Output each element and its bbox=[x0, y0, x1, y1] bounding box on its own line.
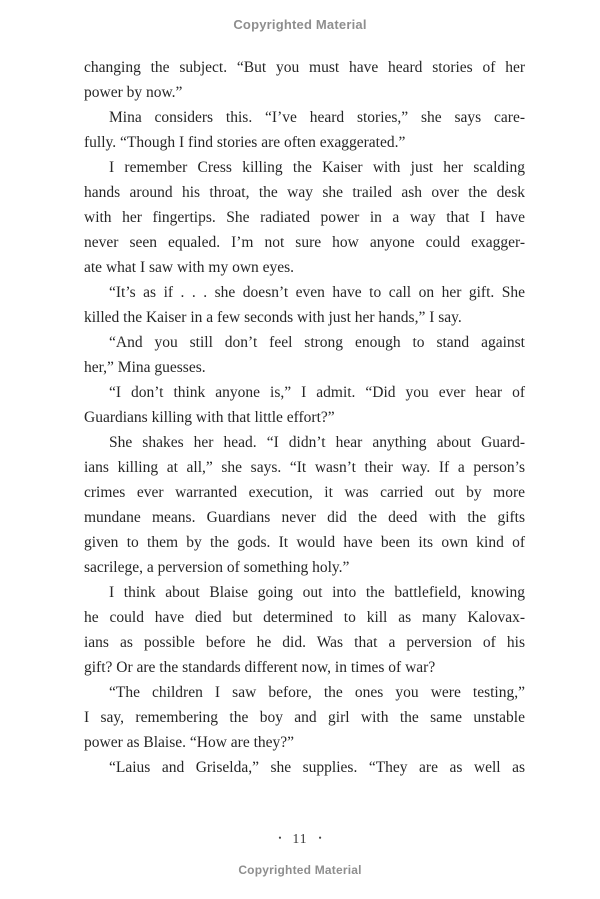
text-line: power as Blaise. “How are they?” bbox=[84, 734, 295, 751]
text-line: given to them by the gods. It would have been its own kind of bbox=[84, 534, 525, 551]
text-line: “I don’t think anyone is,” I admit. “Did you ever hear of bbox=[109, 384, 525, 401]
text-line: I think about Blaise going out into the battlefield, knowing bbox=[109, 584, 525, 601]
text-line: I say, remembering the boy and girl with the same unstable bbox=[84, 709, 525, 726]
page-number-dot-left: • bbox=[278, 833, 282, 843]
text-line: her,” Mina guesses. bbox=[84, 359, 206, 376]
page-number-dot-right: • bbox=[318, 833, 322, 843]
page-number: 11 bbox=[292, 831, 308, 846]
text-line: mundane means. Guardians never did the deed with the gifts bbox=[84, 509, 525, 526]
text-line: he could have died but determined to kill as many Kalovax- bbox=[84, 609, 525, 626]
text-line: hands around his throat, the way she trailed ash over the desk bbox=[84, 184, 525, 201]
text-line: never seen equaled. I’m not sure how anyone could exagger- bbox=[84, 234, 525, 251]
text-line: power by now.” bbox=[84, 84, 183, 101]
text-line: “The children I saw before, the ones you were testing,” bbox=[109, 684, 525, 701]
text-line: She shakes her head. “I didn’t hear anything about Guard- bbox=[109, 434, 525, 451]
text-line: with her fingertips. She radiated power in a way that I have bbox=[84, 209, 525, 226]
text-line: ians as possible before he did. Was that a perversion of his bbox=[84, 634, 525, 651]
text-line: ate what I saw with my own eyes. bbox=[84, 259, 295, 276]
page-text bbox=[84, 55, 525, 780]
text-line: “Laius and Griselda,” she supplies. “They are as well as bbox=[109, 759, 525, 776]
page-number-row bbox=[0, 830, 600, 847]
text-line: crimes ever warranted execution, it was carried out by more bbox=[84, 484, 525, 501]
text-line: “It’s as if . . . she doesn’t even have to call on her gift. She bbox=[109, 284, 525, 301]
copyright-notice-bottom: Copyrighted Material bbox=[238, 863, 362, 877]
text-line: changing the subject. “But you must have heard stories of her bbox=[84, 59, 525, 76]
text-line: ians killing at all,” she says. “It wasn’t their way. If a person’s bbox=[84, 459, 525, 476]
copyright-notice-top: Copyrighted Material bbox=[233, 17, 367, 32]
text-line: I remember Cress killing the Kaiser with just her scalding bbox=[109, 159, 525, 176]
text-line: Mina considers this. “I’ve heard stories,” she says care- bbox=[109, 109, 525, 126]
text-line: gift? Or are the standards different now, in times of war? bbox=[84, 659, 436, 676]
text-line: killed the Kaiser in a few seconds with just her hands,” I say. bbox=[84, 309, 462, 326]
text-line: sacrilege, a perversion of something holy.” bbox=[84, 559, 350, 576]
text-line: “And you still don’t feel strong enough to stand against bbox=[109, 334, 525, 351]
text-line: fully. “Though I find stories are often exaggerated.” bbox=[84, 134, 406, 151]
text-line: Guardians killing with that little effort?” bbox=[84, 409, 335, 426]
